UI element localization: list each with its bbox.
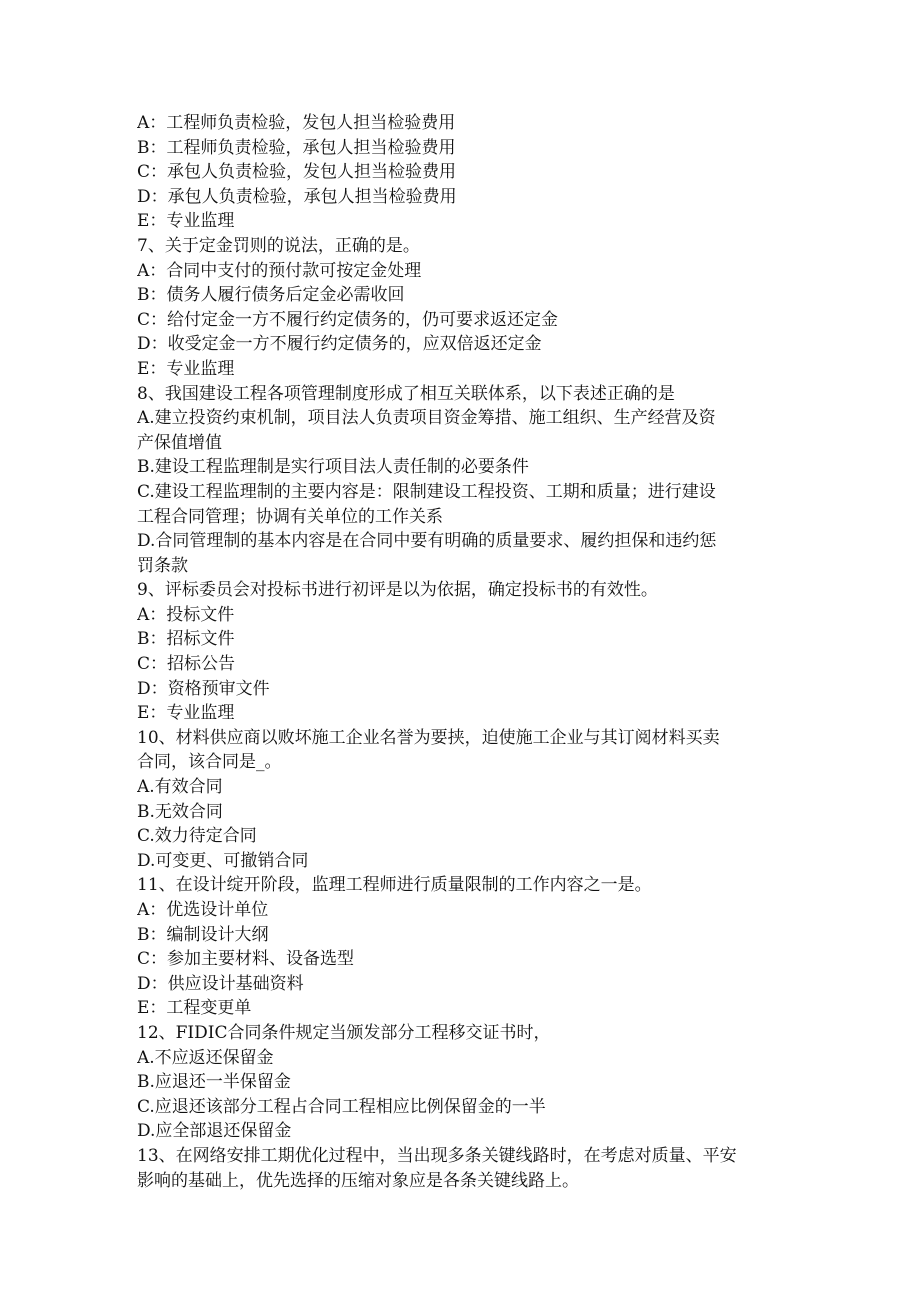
option-line: D.应全部退还保留金: [137, 1121, 292, 1142]
option-line: A.建立投资约束机制，项目法人负责项目资金筹措、施工组织、生产经营及资: [137, 408, 716, 429]
option-line: B.应退还一半保留金: [137, 1072, 291, 1093]
question-13: 13、在网络安排工期优化过程中，当出现多条关键线路时，在考虑对质量、平安: [137, 1145, 737, 1166]
question-13-continued: 影响的基础上，优先选择的压缩对象应是各条关键线路上。: [137, 1170, 579, 1191]
option-line: B：债务人履行债务后定金必需收回: [137, 285, 405, 306]
option-line: A：投标文件: [137, 604, 235, 625]
option-line: D：资格预审文件: [137, 678, 270, 699]
option-line: D.可变更、可撤销合同: [137, 850, 309, 871]
option-line: C：给付定金一方不履行约定债务的，仍可要求返还定金: [137, 309, 559, 330]
question-12: 12、FIDIC合同条件规定当颁发部分工程移交证书时，: [137, 1022, 551, 1043]
question-7: 7、关于定金罚则的说法，正确的是。: [137, 235, 420, 256]
option-line: B.建设工程监理制是实行项目法人责任制的必要条件: [137, 457, 529, 478]
option-line: A.不应返还保留金: [137, 1047, 274, 1068]
option-line: A：工程师负责检验，发包人担当检验费用: [137, 113, 456, 133]
option-line-continued: 工程合同管理；协调有关单位的工作关系: [137, 506, 443, 527]
option-line: B：编制设计大纲: [137, 924, 269, 945]
option-line: C.效力待定合同: [137, 826, 257, 847]
document-body: [137, 111, 787, 1193]
option-line: D：承包人负责检验，承包人担当检验费用: [137, 186, 457, 207]
option-line: D：供应设计基础资料: [137, 973, 304, 994]
option-line: C.应退还该部分工程占合同工程相应比例保留金的一半: [137, 1096, 546, 1117]
option-line-continued: 产保值增值: [137, 432, 222, 453]
question-9: 9、评标委员会对投标书进行初评是以为依据，确定投标书的有效性。: [137, 580, 658, 601]
option-line: C.建设工程监理制的主要内容是：限制建设工程投资、工期和质量；进行建设: [137, 481, 716, 502]
option-line-continued: 罚条款: [137, 555, 188, 576]
option-line: A：优选设计单位: [137, 900, 269, 920]
option-line: A：合同中支付的预付款可按定金处理: [137, 260, 422, 281]
option-line: C：招标公告: [137, 654, 236, 675]
option-line: E：专业监理: [137, 358, 235, 379]
option-line: E：专业监理: [137, 211, 235, 232]
option-line: D：收受定金一方不履行约定债务的，应双倍返还定金: [137, 334, 542, 355]
option-line: B.无效合同: [137, 801, 223, 822]
option-line: C：参加主要材料、设备选型: [137, 949, 355, 970]
question-10: 10、材料供应商以败坏施工企业名誉为要挟，迫使施工企业与其订阅材料买卖: [137, 727, 720, 748]
option-line: D.合同管理制的基本内容是在合同中要有明确的质量要求、履约担保和违约惩: [137, 531, 717, 552]
option-line: B：工程师负责检验，承包人担当检验费用: [137, 137, 456, 158]
option-line: C：承包人负责检验，发包人担当检验费用: [137, 162, 457, 183]
option-line: E：工程变更单: [137, 998, 252, 1019]
question-11: 11、在设计绽开阶段，监理工程师进行质量限制的工作内容之一是。: [137, 875, 652, 896]
option-line: B：招标文件: [137, 629, 235, 650]
question-10-continued: 合同，该合同是_。: [137, 752, 282, 773]
option-line: E：专业监理: [137, 703, 235, 724]
question-8: 8、我国建设工程各项管理制度形成了相互关联体系，以下表述正确的是: [137, 383, 675, 404]
option-line: A.有效合同: [137, 777, 223, 798]
